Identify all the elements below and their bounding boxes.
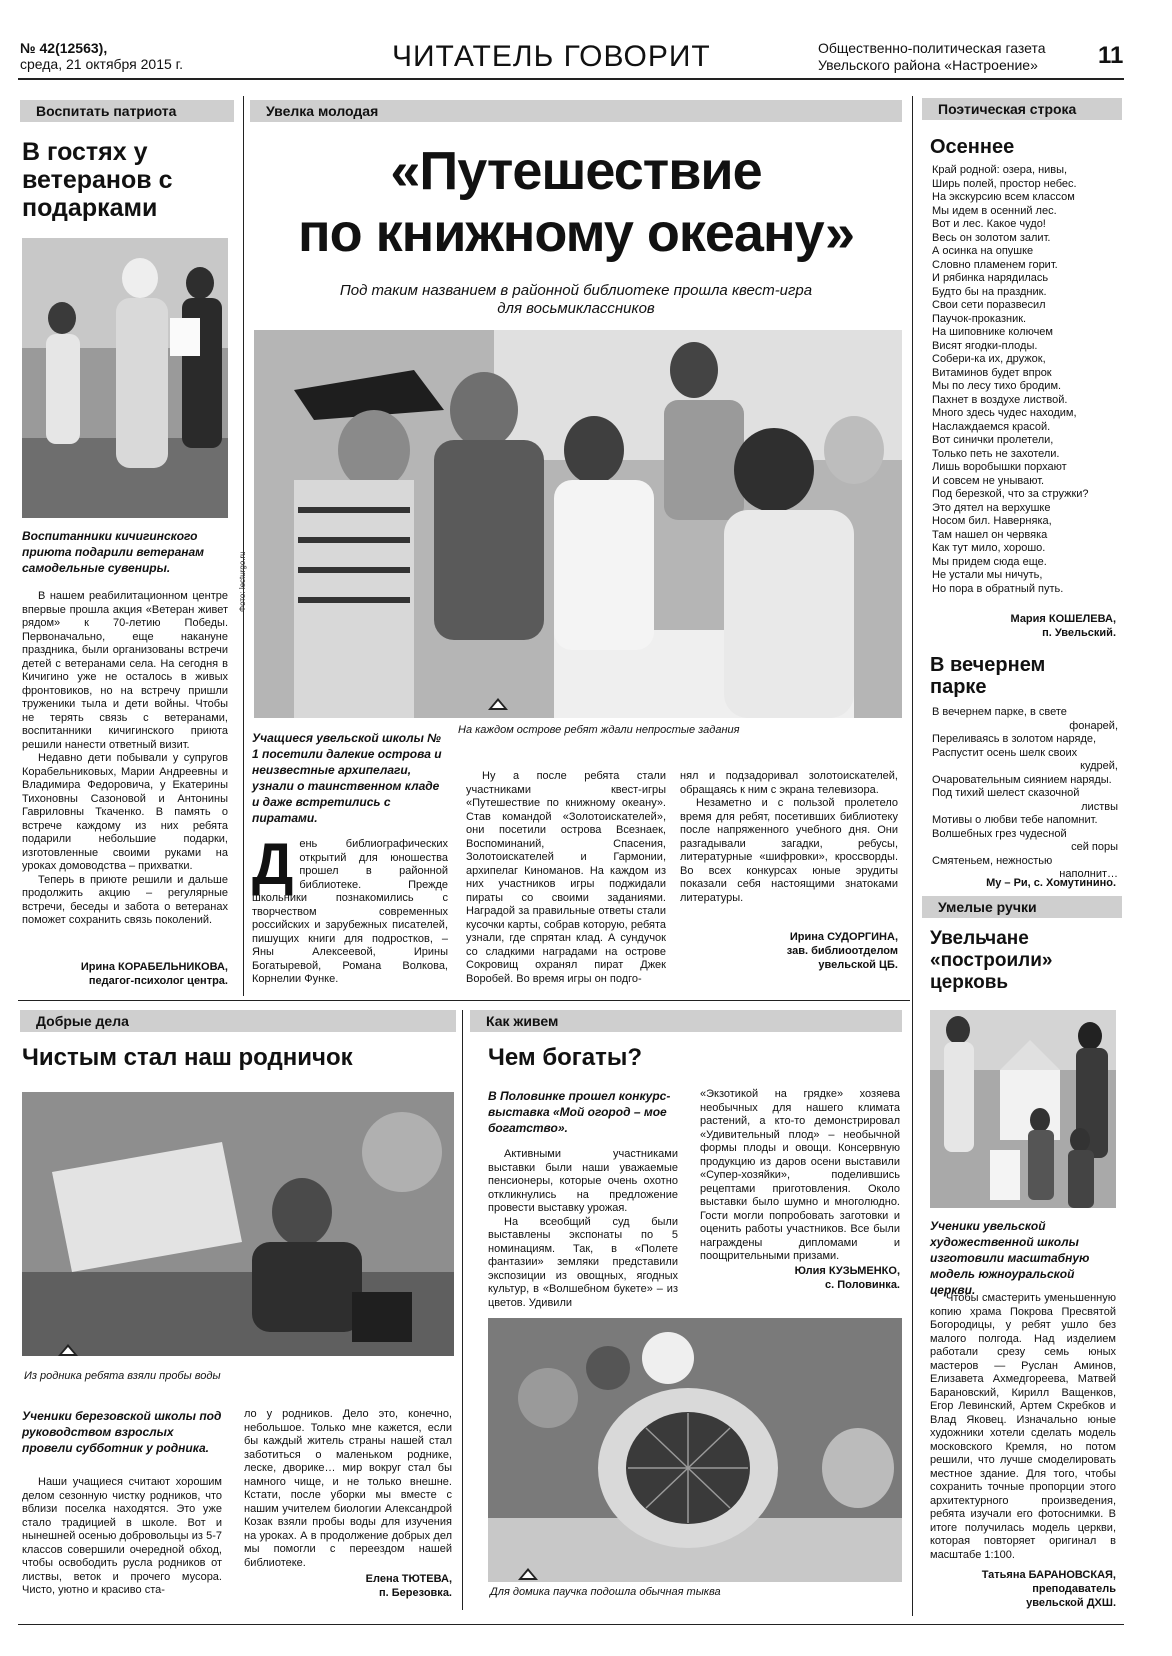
- poem2-line-2: Переливаясь в золотом наряде,: [932, 733, 1097, 745]
- divider-horizontal: [18, 1000, 910, 1001]
- sig-journey: [680, 930, 898, 972]
- body-journey-col1: [252, 832, 448, 987]
- sig-church-role2: увельской ДХШ.: [1026, 1597, 1116, 1609]
- caption-spring: Из родника ребята взяли пробы воды: [24, 1370, 221, 1382]
- headline-journey-line1: «Путешествие: [390, 141, 762, 201]
- subtitle-journey-line1: Под таким названием в районной библиотеке прошла квест-игра: [339, 282, 813, 299]
- poem1-sig: [930, 612, 1116, 640]
- photo-credit: Фото: lecturgo.ru: [238, 551, 247, 612]
- sig-church-role1: преподаватель: [1032, 1583, 1116, 1595]
- body-journey-col3-p2: Незаметно и с пользой пролетело время для ребят, посетивших библиотеку после напряженного учебного дня. Они разгадывали загадки, ребусы, литературные «шифровки», кроссворды. Во всех конкурсах юные эрудиты показали себя настоящими знатоками литературы.: [680, 797, 898, 904]
- body-veterans-p1: В нашем реабилитационном центре впервые прошла акция «Ветеран живет рядом» к 70-летию Победы. Первоначально, еще накануне праздника, были организованы встречи детей с ветеранами села. На сегодня в Кичигино уже не осталось в живых фронтовиков, но на встречу пришли труженики тыла и дети войны. Чтобы не терять связь с ветеранами, воспитанники кичигинского приюта решили нанести ответный визит.: [22, 590, 228, 751]
- dropcap: Д: [252, 832, 294, 897]
- section-title: ЧИТАТЕЛЬ ГОВОРИТ: [392, 40, 711, 73]
- body-journey-col2: [466, 770, 666, 986]
- sig-journey-role1: зав. библиоотделом: [786, 945, 898, 957]
- sig-rich: [700, 1264, 900, 1292]
- sig-rich-place: с. Половинка.: [825, 1279, 900, 1291]
- body-rich-col1: [488, 1148, 678, 1310]
- body-veterans-p3: Теперь в приюте решили и дальше продолжить акцию – регулярные встречи, беседы и забота о ветеранах поможет сохранить связь поколений.: [22, 873, 228, 926]
- photo-veterans: [22, 238, 228, 518]
- poem2-line-5a: Под тихий шелест сказочной: [932, 787, 1080, 799]
- paper-info: [818, 40, 1046, 74]
- headline-spring: Чистым стал наш родничок: [22, 1044, 353, 1071]
- poem2-line-8b: наполнит…: [1059, 868, 1118, 880]
- issue-info: [20, 40, 183, 72]
- rubric-uvelka: Увелка молодая: [250, 100, 902, 122]
- body-rich-col1-p2: На всеобщий суд были выставлены экспонаты по 5 номинациям. Так, в «Полете фантазии» земляки представили экспозиции из овощных, ягодных культур, в «Волшебном букете» – из цветов. Удивили: [488, 1215, 678, 1309]
- sig-spring-place: п. Березовка.: [379, 1587, 452, 1599]
- body-spring-col2: [244, 1408, 452, 1570]
- poem2-sig: Му – Ри, с. Хомутинино.: [986, 877, 1116, 889]
- caption-journey: На каждом острове ребят ждали непростые задания: [458, 724, 740, 736]
- body-rich-col1-p1: Активными участниками выставки были наши уважаемые пенсионеры, которые очень охотно откликнулись на предложение провести выставку урожая.: [488, 1148, 678, 1214]
- lead-rich: В Половинке прошел конкурс-выставка «Мой огород – мое богатство».: [488, 1089, 671, 1135]
- body-veterans: [22, 590, 228, 928]
- paper-line-1: Общественно-политическая газета: [818, 40, 1046, 56]
- headline-rich: Чем богаты?: [488, 1044, 643, 1071]
- sig-veterans-name: Ирина КОРАБЕЛЬНИКОВА,: [80, 961, 228, 973]
- poem2-line-3a: Распустит осень шелк своих: [932, 746, 1078, 759]
- sig-journey-name: Ирина СУДОРГИНА,: [789, 931, 898, 943]
- issue-number: № 42(12563),: [20, 40, 108, 56]
- sig-church: [930, 1568, 1116, 1610]
- body-spring-col1-text: Наши учащиеся считают хорошим делом сезонную чистку родников, что вблизи поселка находятся. Это уже стало традицией в школе. Вот и нынешней осенью добровольцы из 5-7 классов совершили очередной обход, чтобы освободить русла родников от листвы, веток и прочего мусора. Чисто, уютно и красиво ста-: [22, 1476, 222, 1596]
- headline-journey-line2: по книжному океану»: [298, 203, 854, 263]
- headline-journey: [250, 140, 902, 264]
- divider-bottom-mid: [462, 1010, 463, 1610]
- rubric-poetry: Поэтическая строка: [922, 98, 1122, 120]
- poem2-line-5b: листвы: [1081, 800, 1118, 813]
- photo-pumpkin: [488, 1318, 902, 1582]
- caption-pumpkin-marker-icon: [518, 1568, 538, 1580]
- footer-rule: [18, 1624, 1124, 1625]
- headline-church: Увельчане «построили» церковь: [930, 928, 1053, 993]
- paper-line-2: Увельского района «Настроение»: [818, 57, 1038, 73]
- issue-date: среда, 21 октября 2015 г.: [20, 56, 183, 72]
- rubric-crafts: Умелые ручки: [922, 896, 1122, 918]
- caption-marker-icon: [488, 698, 508, 710]
- body-spring-col2-text: ло у родников. Дело это, конечно, небольшое. Только мне кажется, если бы каждый житель страны нашей стал заботиться о маленьком роднике, леске, дворике… мир вокруг стал бы намного чище, и не только внешне. Кстати, после уборки мы вместе с нашим учителем биологии Александрой Козак взяли пробы воды для изучения на уроках. А в продолжение добрых дел мы помогли с переездом нашей библиотеке.: [244, 1408, 452, 1569]
- lead-spring: Ученики березовской школы под руководством взрослых провели субботник у родника.: [22, 1409, 222, 1455]
- headline-veterans: В гостях у ветеранов с подарками: [22, 138, 173, 222]
- caption-pumpkin: Для домика паучка подошла обычная тыква: [490, 1586, 721, 1598]
- poem1-text: Край родной: озера, нивы, Ширь полей, простор небес. На экскурсию всем классом Мы идем в осенний лес. Вот и лес. Какое чудо! Весь он золотом залит. А осинка на опушке Словно пламенем горит. И рябинка нарядилась Будто бы на праздник. Свои сети поразвесил Паучок-проказник. На шиповнике колючем Висят ягодки-плоды. Собери-ка их, дружок, Витаминов будет впрок Мы по лесу тихо бродим. Пахнет в воздухе листвой. Много здесь чудес находим, Наслаждаемся красой. Вот синички пролетели, Только петь не захотели. Лишь воробышки порхают И совсем не унывают. Под березкой, что за стружки? Это дятел на верхушке Носом бил. Наверняка, Там нашел он червяка Как тут мило, хорошо. Мы придем сюда еще. Не устали мы ничуть, Но пора в обратный путь.: [932, 164, 1089, 595]
- rubric-patriot: Воспитать патриота: [20, 100, 234, 122]
- lead-journey: Учащиеся увельской школы № 1 посетили далекие острова и неизвестные архипелаги, узнали о таинственном кладе и даже встретились с пиратами.: [252, 731, 442, 825]
- subtitle-journey: [250, 282, 902, 318]
- divider-left: [243, 96, 244, 996]
- divider-right: [912, 96, 913, 1616]
- sig-spring-name: Елена ТЮТЕВА,: [365, 1573, 452, 1585]
- sig-rich-name: Юлия КУЗЬМЕНКО,: [794, 1265, 900, 1277]
- poem2-text: [932, 706, 1118, 882]
- sig-spring: [244, 1572, 452, 1600]
- poem2-line-1a: В вечернем парке, в свете: [932, 706, 1067, 718]
- photo-spring: [22, 1092, 454, 1356]
- sig-church-name: Татьяна БАРАНОВСКАЯ,: [981, 1569, 1116, 1581]
- sig-veterans: [22, 960, 228, 988]
- sig-veterans-role: педагог-психолог центра.: [88, 975, 228, 987]
- poem2-line-6: Мотивы о любви тебе напомнит.: [932, 814, 1098, 826]
- photo-quest: [254, 330, 902, 718]
- poem1-sig-name: Мария КОШЕЛЕВА,: [1010, 613, 1116, 625]
- body-veterans-p2: Недавно дети побывали у супругов Корабельниковых, Марии Андреевны и Владимира Федоровича, у Екатерины Тихоновны Сазоновой и Антонины Гавриловны Ткаченко. В память о встрече каждому из них ребята подарили небольшие подарки, изготовленные своими руками на уроках домоводства – прихватки.: [22, 752, 228, 872]
- sig-journey-role2: увельской ЦБ.: [818, 959, 898, 971]
- body-church: [930, 1292, 1116, 1562]
- body-journey-col3-p1: нял и подзадоривал золотоискателей, обращаясь к ним с экрана телевизора.: [680, 770, 898, 796]
- poem2-title: В вечернем парке: [930, 654, 1046, 698]
- subtitle-journey-line2: для восьмиклассников: [497, 300, 655, 317]
- body-journey-col1-text: ень библиографических открытий для юношества прошел в районной библиотеке. Прежде школьники познакомились с творчеством современных российских и зарубежных писателей, пишущих книги для подростков, – Яны Алексеевой, Ирины Богатыревой, Романа Волкова, Корнелии Функе.: [252, 838, 448, 985]
- poem1-title: Осеннее: [930, 136, 1015, 158]
- body-journey-col2-text: Ну а после ребята стали участниками квест-игры «Путешествие по книжному океану». Став командой «Золотоискателей», они посетили острова Всезнаек, Воспоминаний, Спасения, Золотоискателей и Гармонии, архипелаг Киноманов. На каждом из них участников игры поджидали пираты со своими заданиями. Наградой за правильные ответы стали кусочки карты, собрав которую, ребята узнали, где спрятан клад. А сундучок со сладкими наградами на острове Сокровищ охранял пират Джек Воробей. Во время игры он подго-: [466, 770, 666, 985]
- poem1-sig-place: п. Увельский.: [1042, 627, 1116, 639]
- lead-church: Ученики увельской художественной школы изготовили масштабную модель южноуральской церкви.: [930, 1219, 1090, 1297]
- body-journey-col3: [680, 770, 898, 905]
- poem2-line-7a: Волшебных грез чудесной: [932, 827, 1067, 840]
- rubric-how-we-live: Как живем: [470, 1010, 902, 1032]
- page-number: 11: [1098, 42, 1124, 69]
- rubric-good-deeds: Добрые дела: [20, 1010, 456, 1032]
- poem2-line-1b: фонарей,: [1069, 719, 1118, 732]
- poem2-line-7b: сей поры: [1071, 841, 1118, 853]
- body-spring-col1: [22, 1476, 222, 1598]
- body-rich-col2: [700, 1088, 900, 1264]
- body-rich-col2-text: «Экзотикой на грядке» хозяева необычных для нашего климата растений, а кто-то демонстрировал «Удивительный плод» – необычной формы плоды и овощи. Консервную продукцию из даров осени выставили «Супер-хозяйки», поделившись рецептами приготовления. Около выставки было шумно и многолюдно. Гости могли попробовать заготовки и оценить работы участников. Все были награждены дипломами и поощрительными призами.: [700, 1088, 900, 1262]
- caption-spring-marker-icon: [58, 1344, 78, 1356]
- body-church-text: Чтобы смастерить уменьшенную копию храма Покрова Пресвятой Богородицы, у ребят ушло без малого полгода. Над изделием работали срезу семь юных мастеров — Руслан Аминов, Елизавета Ахмедгореева, Матвей Барановский, Кирилл Ващенков, Егор Левинский, Артем Скребков и Влад Яковец. Изначально юные художники хотели сделать модель московского Кремля, но потом решили, что лучше смоделировать местное здание. Для того, чтобы сохранить точные пропорции этого архитектурного произведения, ребята изучали его фотоснимки. В итоге получилась модель церкви, которая повторяет оригинал в масштабе 1:100.: [930, 1292, 1116, 1561]
- poem2-line-3b: кудрей,: [1080, 760, 1118, 772]
- lead-veterans: Воспитанники кичигинского приюта подарили ветеранам самодельные сувениры.: [22, 529, 205, 575]
- poem2-line-8a: Смятеньем, нежностью: [932, 854, 1053, 867]
- header-rule: [18, 78, 1124, 80]
- photo-church: [930, 1010, 1116, 1208]
- poem2-line-4: Очаровательным сиянием наряды.: [932, 773, 1112, 786]
